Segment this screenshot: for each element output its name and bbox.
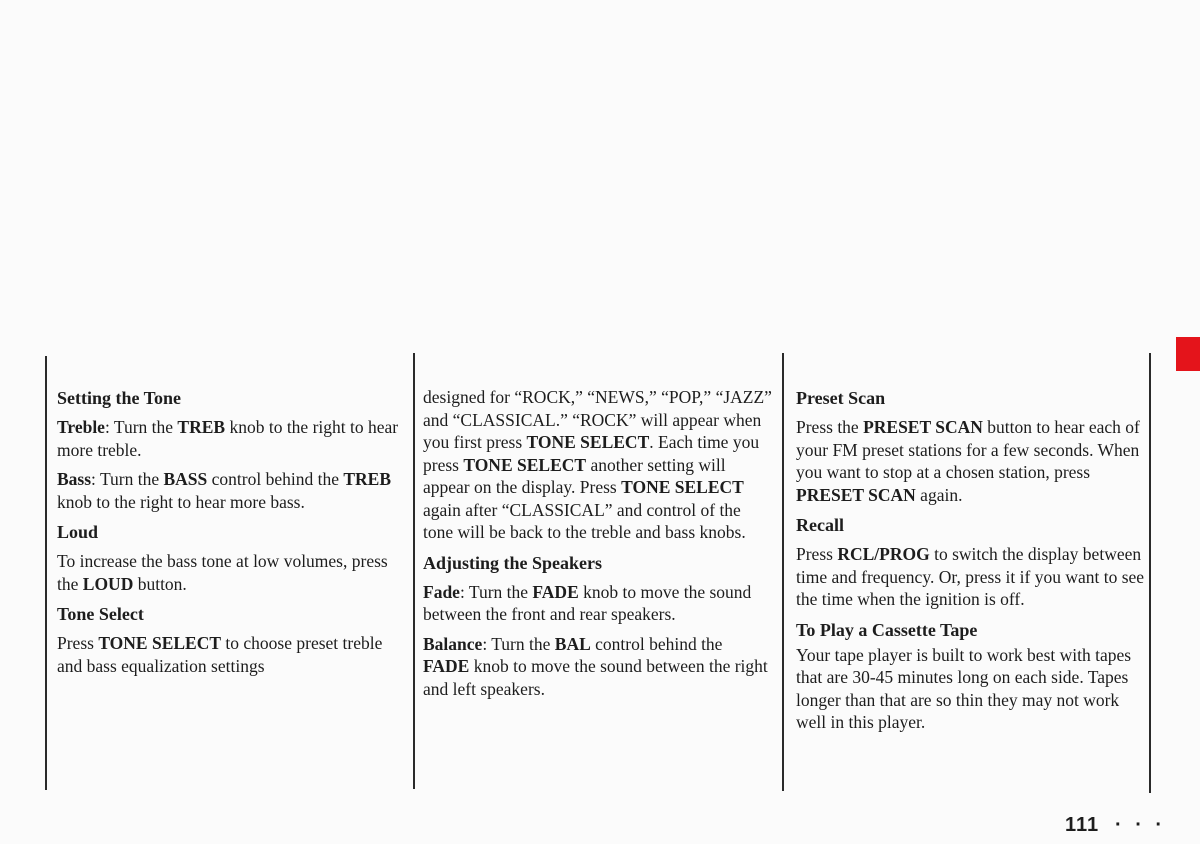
paragraph-treble: Treble: Turn the TREB knob to the right to hear more treble. [57, 417, 399, 460]
loud-button-term: LOUD [82, 573, 134, 594]
paragraph-loud: To increase the bass tone at low volumes, press the LOUD button. [57, 551, 388, 594]
label-balance: Balance [423, 633, 483, 654]
column-1 [57, 386, 407, 684]
preset-scan-term: PRESET SCAN [796, 484, 916, 505]
heading-adjusting-the-speakers: Adjusting the Speakers [423, 552, 603, 573]
label-treble: Treble [57, 417, 105, 437]
treb-knob-term: TREB [343, 469, 392, 489]
paragraph-balance: Balance: Turn the BAL control behind the FADE knob to move the sound between the right and left speakers. [423, 633, 768, 699]
paragraph-tone-select-continued: designed for “ROCK,” “NEWS,” “POP,” “JAZZ” and “CLASSICAL.” “ROCK” will appear when you first press TONE SELECT. Each time you press TONE SELECT another setting will appear on the display. Press TONE SELECT again after “CLASSICAL” and control of the tone will be back to the treble and bass knobs. [423, 387, 772, 542]
page-number-dots: · · · [1115, 814, 1167, 836]
column-rule-right [1149, 353, 1151, 793]
heading-preset-scan: Preset Scan [796, 388, 886, 408]
paragraph-cassette: Your tape player is built to work best with tapes that are 30-45 minutes long on each side. Tapes longer than that are so thin they may not work well in this player. [796, 644, 1132, 732]
bal-control-term: BAL [554, 633, 591, 654]
preset-scan-term: PRESET SCAN [863, 417, 983, 437]
page-number: 111 [1065, 814, 1100, 836]
tone-select-term: TONE SELECT [98, 633, 222, 653]
tone-select-term: TONE SELECT [621, 477, 744, 497]
paragraph-tone-select: Press TONE SELECT to choose preset treble and bass equalization settings [57, 633, 383, 676]
fade-knob-term: FADE [423, 656, 470, 676]
heading-tone-select: Tone Select [57, 604, 144, 624]
rcl-prog-term: RCL/PROG [837, 544, 930, 564]
paragraph-recall: Press RCL/PROG to switch the display between time and frequency. Or, press it if you want to see the time when the ignition is off. [796, 544, 1145, 609]
tone-select-term: TONE SELECT [526, 432, 650, 452]
column-rule-center-left [413, 353, 415, 789]
heading-loud: Loud [57, 522, 99, 542]
paragraph-preset-scan: Press the PRESET SCAN button to hear each of your FM preset stations for a few seconds. When you want to stop at a chosen station, press PRESET SCAN again. [796, 417, 1140, 505]
treb-knob-term: TREB [177, 417, 226, 437]
column-3 [796, 386, 1148, 741]
label-bass: Bass [57, 469, 92, 489]
tone-select-term: TONE SELECT [463, 454, 587, 475]
label-fade: Fade [423, 581, 460, 602]
bass-control-term: BASS [163, 469, 208, 489]
column-rule-left [45, 356, 47, 790]
paragraph-bass: Bass: Turn the BASS control behind the TREB knob to the right to hear more bass. [57, 469, 392, 512]
column-2 [423, 386, 773, 707]
section-tab-marker [1176, 337, 1200, 371]
fade-knob-term: FADE [532, 581, 579, 602]
paragraph-fade: Fade: Turn the FADE knob to move the sound between the front and rear speakers. [423, 581, 752, 624]
column-rule-center-right [782, 353, 784, 791]
heading-recall: Recall [796, 515, 844, 535]
heading-setting-the-tone: Setting the Tone [57, 388, 182, 408]
heading-play-cassette-tape: To Play a Cassette Tape [796, 619, 978, 640]
